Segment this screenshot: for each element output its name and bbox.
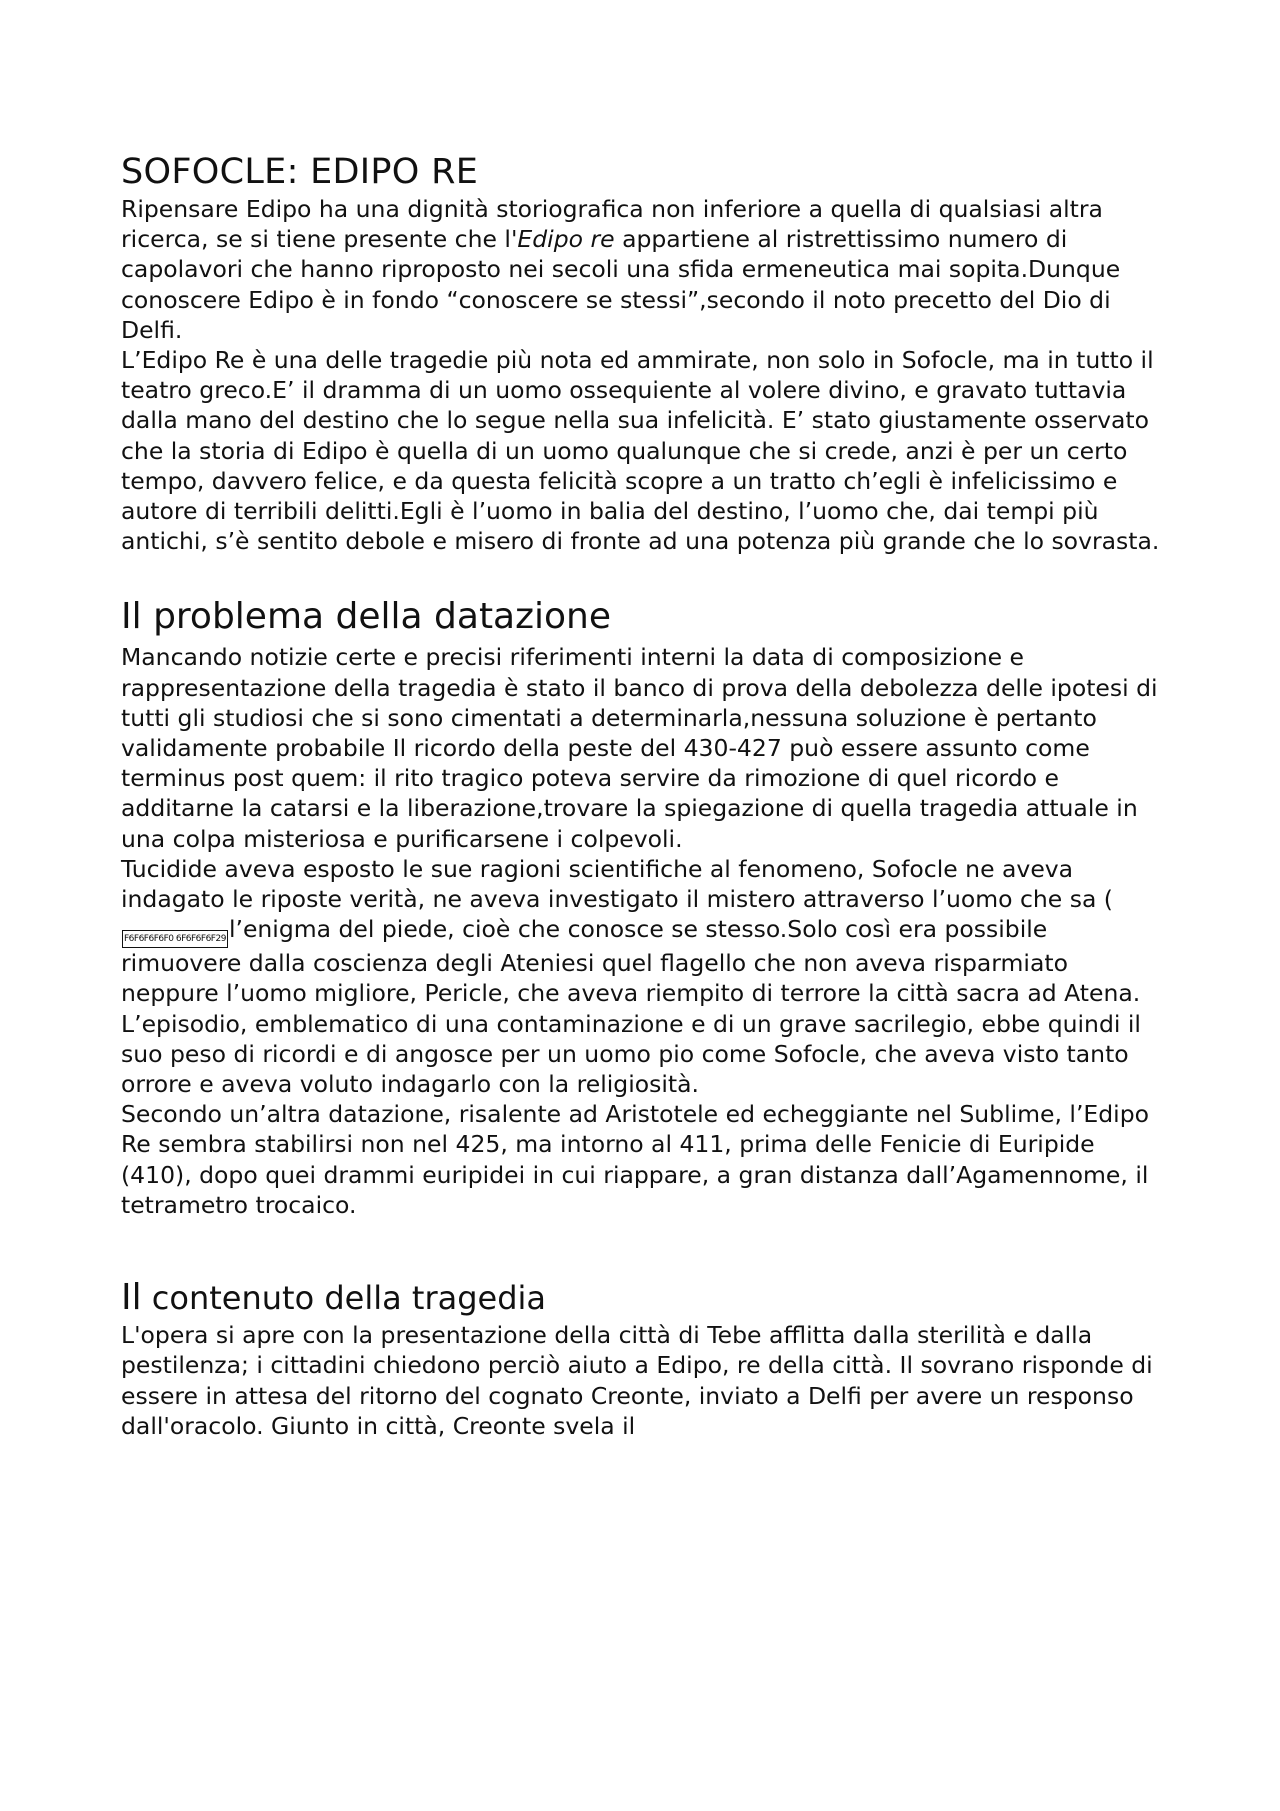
- heading-first-word: Il: [121, 1277, 142, 1319]
- datazione-2-text-start: Tucidide aveva esposto le sue ragioni scientifiche al fenomeno, Sofocle ne aveva indagato le riposte verità, ne aveva investigato il mistero attraverso l’uomo che sa (: [121, 854, 1113, 914]
- paragraph-datazione-2: [121, 854, 1161, 1099]
- section-heading-contenuto: [121, 1276, 1161, 1320]
- datazione-2-text-end: l’enigma del piede, cioè che conosce se stesso.Solo così era possibile rimuovere dalla coscienza degli Ateniesi quel flagello che non aveva risparmiato neppure l’uomo migliore, Pericle, che aveva riempito di terrore la città sacra ad Atena. L’episodio, emblematico di una contaminazione e di un grave sacrilegio, ebbe quindi il suo peso di ricordi e di angosce per un uomo pio come Sofocle, che aveva visto tanto orrore e aveva voluto indagarlo con la religiosità.: [121, 915, 1141, 1099]
- heading-rest: contenuto della tragedia: [141, 1279, 547, 1318]
- intro-paragraph: [121, 194, 1161, 345]
- intro-italic-title: Edipo re: [517, 225, 615, 254]
- paragraph-datazione-3: Secondo un’altra datazione, risalente ad Aristotele ed echeggiante nel Sublime, l’Edipo Re sembra stabilirsi non nel 425, ma intorno al 411, prima delle Fenicie di Euripide (410), dopo quei drammi euripidei in cui riappare, a gran distanza dall’Agamennome, il tetrametro trocaico.: [121, 1100, 1149, 1219]
- paragraph-contenuto-1: L'opera si apre con la presentazione della città di Tebe afflitta dalla sterilità e dalla pestilenza; i cittadini chiedono perciò aiuto a Edipo, re della città. Il sovrano risponde di essere in attesa del ritorno del cognato Creonte, inviato a Delfi per avere un responso dall'oracolo. Giunto in città, Creonte svela il: [121, 1321, 1153, 1440]
- missing-glyph-boxes: F6F6F6F6F0 6F6F6F6F29: [122, 930, 228, 948]
- document-title: SOFOCLE: EDIPO RE: [121, 152, 479, 192]
- document-page: [121, 150, 1161, 1441]
- paragraph-datazione-1: Mancando notizie certe e precisi riferimenti interni la data di composizione e rappresentazione della tragedia è stato il banco di prova della debolezza delle ipotesi di tutti gli studiosi che si sono cimentati a determinarla,nessuna soluzione è pertanto validamente probabile Il ricordo della peste del 430-427 può essere assunto come terminus post quem: il rito tragico poteva servire da rimozione di quel ricordo e additarne la catarsi e la liberazione,trovare la spiegazione di quella tragedia attuale in una colpa misteriosa e purificarsene i colpevoli.: [121, 643, 1158, 853]
- paragraph-edipo-re: L’Edipo Re è una delle tragedie più nota ed ammirate, non solo in Sofocle, ma in tutto il teatro greco.E’ il dramma di un uomo ossequiente al volere divino, e gravato tuttavia dalla mano del destino che lo segue nella sua infelicità. E’ stato giustamente osservato che la storia di Edipo è quella di un uomo qualunque che si crede, anzi è per un certo tempo, davvero felice, e da questa felicità scopre a un tratto ch’egli è infelicissimo e autore di terribili delitti.Egli è l’uomo in balia del destino, l’uomo che, dai tempi più antichi, s’è sentito debole e misero di fronte ad una potenza più grande che lo sovrasta.: [121, 346, 1160, 556]
- intro-text-end: appartiene al ristrettissimo numero di capolavori che hanno riproposto nei secoli una sfida ermeneutica mai sopita.Dunque conoscere Edipo è in fondo “conoscere se stessi”,secondo il noto precetto del Dio di Delfi.: [121, 225, 1121, 344]
- section-heading-datazione: Il problema della datazione: [121, 596, 612, 638]
- intro-text-start: Ripensare Edipo ha una dignità storiografica non inferiore a quella di qualsiasi altra ricerca, se si tiene presente che l': [121, 195, 1103, 254]
